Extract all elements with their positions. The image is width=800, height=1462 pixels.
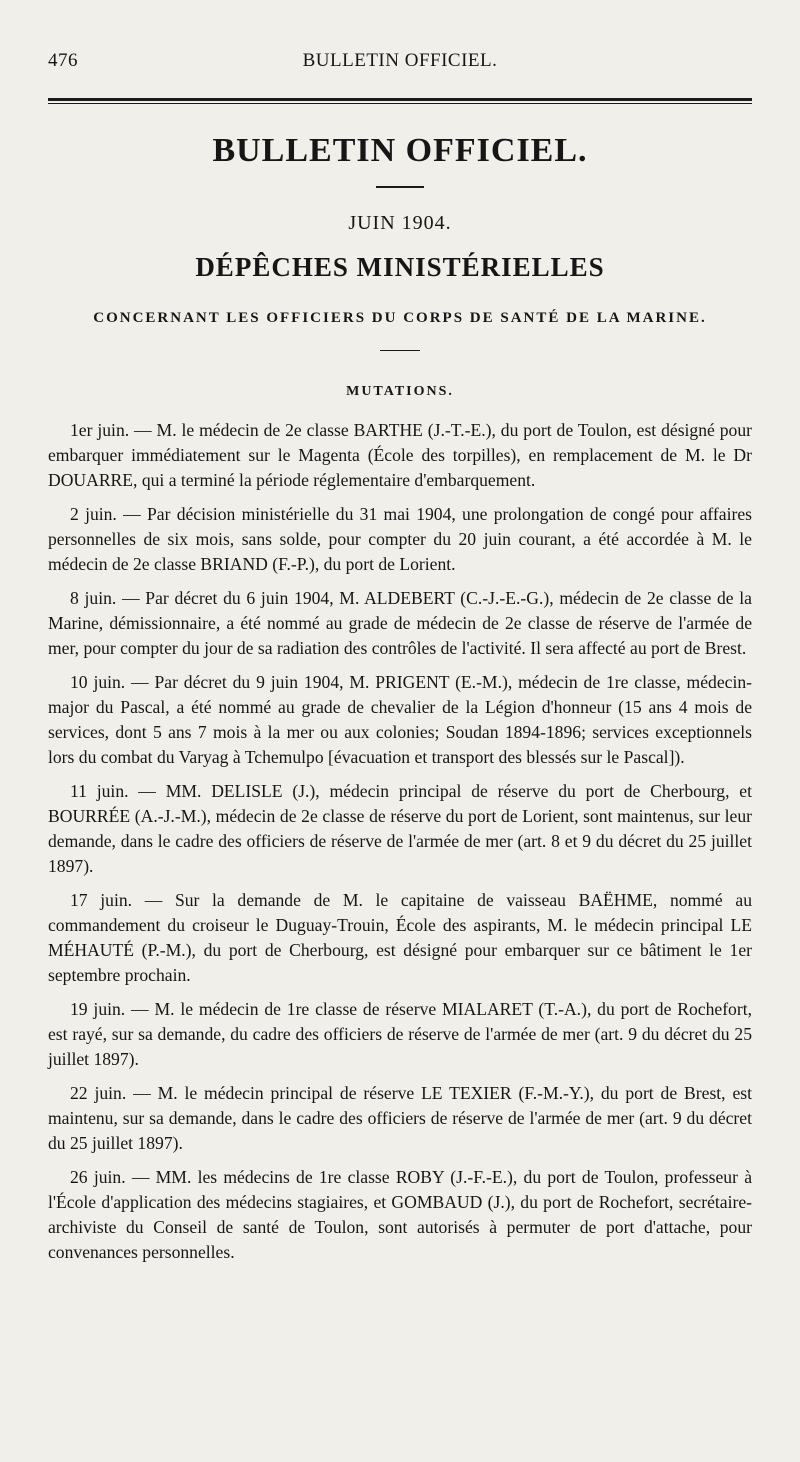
header-rule (48, 98, 752, 104)
page-title: BULLETIN OFFICIEL. (212, 132, 588, 169)
entry-paragraph: 11 juin. — MM. DELISLE (J.), médecin principal de réserve du port de Cherbourg, et BOURRÉE (A.-J.-M.), médecin de 2e classe de réserve du port de Lorient, sont maintenus, sur leur demande, dans le cadre des officiers de réserve de l'armée de mer (art. 8 et 9 du décret du 25 juillet 1897). (48, 781, 752, 876)
section-subheading: CONCERNANT LES OFFICIERS DU CORPS DE SANTÉ DE LA MARINE. (93, 310, 707, 326)
title-divider (376, 186, 424, 188)
entry-paragraph: 22 juin. — M. le médecin principal de réserve LE TEXIER (F.-M.-Y.), du port de Brest, est maintenu, sur sa demande, dans le cadre des officiers de réserve de l'armée de mer (art. 9 du décret du 25 juillet 1897). (48, 1083, 752, 1153)
entries-list (48, 418, 752, 1274)
page-number: 476 (48, 50, 78, 71)
running-title: BULLETIN OFFICIEL. (302, 50, 498, 71)
entry-paragraph: 1er juin. — M. le médecin de 2e classe BARTHE (J.-T.-E.), du port de Toulon, est désigné pour embarquer immédiatement sur le Magenta (École des torpilles), en remplacement de M. le Dr DOUARRE, qui a terminé la période réglementaire d'embarquement. (48, 420, 752, 490)
subheading-divider (380, 350, 420, 351)
section-label: MUTATIONS. (346, 384, 454, 399)
entry-paragraph: 10 juin. — Par décret du 9 juin 1904, M. PRIGENT (E.-M.), médecin de 1re classe, médecin-major du Pascal, a été nommé au grade de chevalier de la Légion d'honneur (15 ans 4 mois de services, dont 5 ans 7 mois à la mer ou aux colonies; Soudan 1894-1896; services exceptionnels lors du combat du Varyag à Tchemulpo [évacuation et transport des blessés sur le Pascal]). (48, 672, 752, 767)
entry-paragraph: 2 juin. — Par décision ministérielle du 31 mai 1904, une prolongation de congé pour affaires personnelles de six mois, sans solde, pour compter du 20 juin courant, a été accordée à M. le médecin de 2e classe BRIAND (F.-P.), du port de Lorient. (48, 504, 752, 574)
entry-paragraph: 8 juin. — Par décret du 6 juin 1904, M. ALDEBERT (C.-J.-E.-G.), médecin de 2e classe de la Marine, démissionnaire, a été nommé au grade de médecin de 2e classe de réserve de l'armée de mer, pour compter du jour de sa radiation des contrôles de l'activité. Il sera affecté au port de Brest. (48, 588, 752, 658)
entry-paragraph: 19 juin. — M. le médecin de 1re classe de réserve MIALARET (T.-A.), du port de Rochefort, est rayé, sur sa demande, du cadre des officiers de réserve de l'armée de mer (art. 9 du décret du 25 juillet 1897). (48, 999, 752, 1069)
issue-date: JUIN 1904. (348, 212, 452, 234)
section-heading: DÉPÊCHES MINISTÉRIELLES (195, 252, 605, 282)
entry-paragraph: 17 juin. — Sur la demande de M. le capitaine de vaisseau BAËHME, nommé au commandement du croiseur le Duguay-Trouin, École des aspirants, M. le médecin principal LE MÉHAUTÉ (P.-M.), du port de Cherbourg, est désigné pour embarquer sur ce bâtiment le 1er septembre prochain. (48, 890, 752, 985)
entry-paragraph: 26 juin. — MM. les médecins de 1re classe ROBY (J.-F.-E.), du port de Toulon, professeur à l'École d'application des médecins stagiaires, et GOMBAUD (J.), du port de Rochefort, secrétaire-archiviste du Conseil de santé de Toulon, sont autorisés à permuter de port d'attache, pour convenances personnelles. (48, 1167, 752, 1262)
